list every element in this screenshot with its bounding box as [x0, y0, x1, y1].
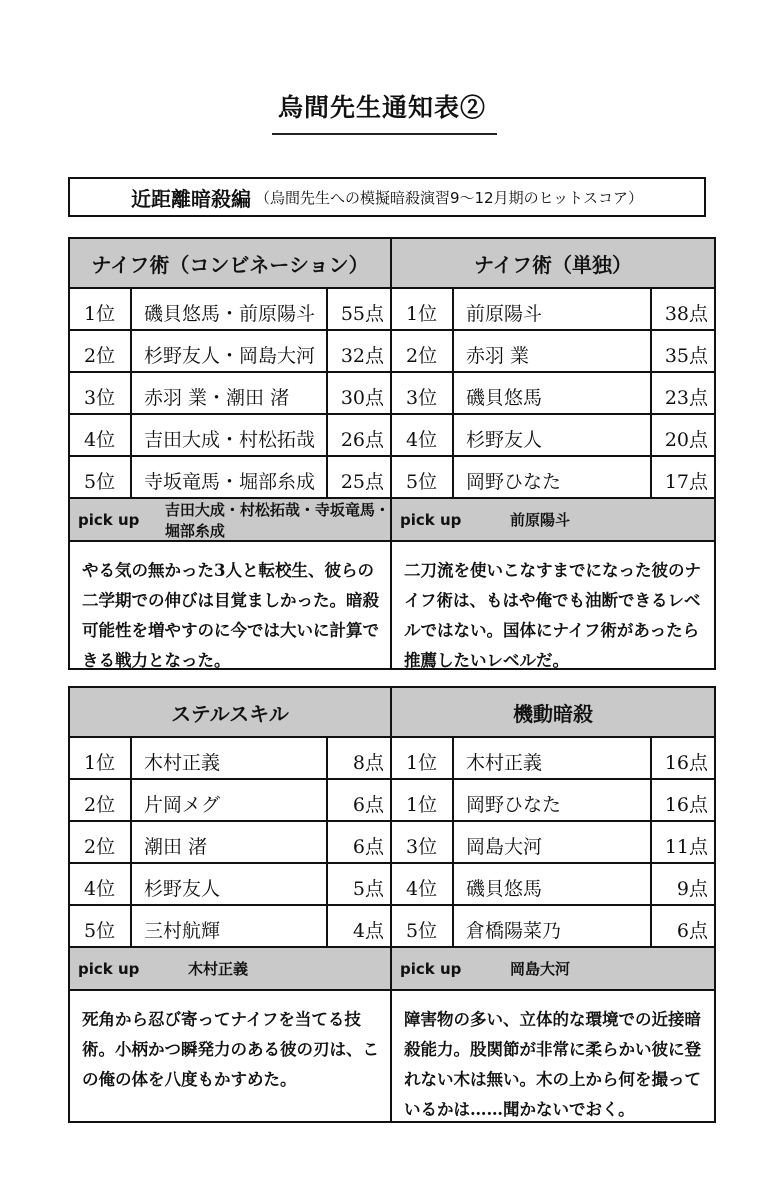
score-cell: 11点 [664, 835, 708, 858]
pickup-name: 吉田大成・村松拓哉・寺坂竜馬・堀部糸成 [164, 500, 390, 540]
name-cell: 杉野友人 [454, 415, 652, 455]
pickup-header [392, 948, 714, 991]
ranking-row [392, 822, 714, 864]
ranking-row [70, 906, 390, 948]
pickup-label: pick up [400, 510, 462, 529]
pickup-label: pick up [78, 510, 140, 529]
name-cell: 磯貝悠馬・前原陽斗 [132, 289, 328, 329]
rank-cell: 5位 [392, 457, 454, 497]
ranking-column [392, 688, 714, 1121]
ranking-row [70, 864, 390, 906]
score-cell: 26点 [340, 428, 384, 451]
pickup-comment: 二刀流を使いこなすまでになった彼のナイフ術は、もはや俺でも油断できるレベルではない。国体にナイフ術があったら推薦したいレベルだ。 [404, 561, 701, 670]
score-cell: 23点 [664, 386, 708, 409]
rank-cell: 5位 [70, 906, 132, 946]
ranking-column [70, 239, 392, 668]
score-cell: 55点 [340, 302, 384, 325]
pickup-name: 岡島大河 [510, 960, 571, 978]
rank-cell: 1位 [70, 738, 132, 778]
ranking-row [392, 864, 714, 906]
category-heading: ナイフ術（単独） [392, 239, 714, 289]
ranking-row [392, 331, 714, 373]
pickup-comment: やる気の無かった3人と転校生、彼らの二学期での伸びは目覚ましかった。暗殺可能性を増やすのに今では大いに計算できる戦力となった。 [82, 561, 379, 670]
score-cell: 38点 [664, 302, 708, 325]
score-cell: 8点 [352, 751, 384, 774]
rank-cell: 1位 [392, 738, 454, 778]
section-description: （烏間先生への模擬暗殺演習9～12月期のヒットスコア） [254, 188, 644, 207]
rank-cell: 4位 [70, 415, 132, 455]
name-cell: 前原陽斗 [454, 289, 652, 329]
rank-cell: 2位 [70, 822, 132, 862]
section-title: 近距離暗殺編 [130, 186, 251, 211]
title-underline [272, 133, 497, 135]
rank-cell: 5位 [70, 457, 132, 497]
score-cell: 6点 [676, 919, 708, 942]
name-cell: 磯貝悠馬 [454, 373, 652, 413]
score-cell: 32点 [340, 344, 384, 367]
name-cell: 岡野ひなた [454, 457, 652, 497]
rank-cell: 3位 [392, 373, 454, 413]
ranking-row [70, 457, 390, 499]
score-cell: 4点 [352, 919, 384, 942]
name-cell: 寺坂竜馬・堀部糸成 [132, 457, 328, 497]
name-cell: 片岡メグ [132, 780, 328, 820]
name-cell: 木村正義 [132, 738, 328, 778]
ranking-row [70, 738, 390, 780]
rank-cell: 5位 [392, 906, 454, 946]
pickup-name: 前原陽斗 [510, 511, 571, 529]
ranking-row [392, 373, 714, 415]
score-cell: 17点 [664, 470, 708, 493]
name-cell: 潮田 渚 [132, 822, 328, 862]
rank-cell: 3位 [70, 373, 132, 413]
pickup-comment: 死角から忍び寄ってナイフを当てる技術。小柄かつ瞬発力のある彼の刃は、この俺の体を八度もかすめた。 [82, 1010, 379, 1089]
ranking-table-1 [68, 237, 716, 670]
rank-cell: 4位 [392, 864, 454, 904]
pickup-label: pick up [78, 959, 140, 978]
ranking-column [392, 239, 714, 668]
pickup-comment: 障害物の多い、立体的な環境での近接暗殺能力。股関節が非常に柔らかい彼に登れない木は無い。木の上から何を撮っているかは……聞かないでおく。 [404, 1010, 701, 1119]
ranking-row [392, 906, 714, 948]
score-cell: 25点 [340, 470, 384, 493]
page-title: 烏間先生通知表② [277, 93, 486, 122]
rank-cell: 1位 [392, 780, 454, 820]
ranking-row [392, 738, 714, 780]
pickup-header [70, 948, 390, 991]
score-cell: 20点 [664, 428, 708, 451]
score-cell: 6点 [352, 793, 384, 816]
rank-cell: 2位 [392, 331, 454, 371]
rank-cell: 3位 [392, 822, 454, 862]
score-cell: 16点 [664, 793, 708, 816]
pickup-header [70, 499, 390, 542]
ranking-row [70, 289, 390, 331]
rank-cell: 1位 [70, 289, 132, 329]
score-cell: 5点 [352, 877, 384, 900]
name-cell: 岡島大河 [454, 822, 652, 862]
rank-cell: 1位 [392, 289, 454, 329]
pickup-label: pick up [400, 959, 462, 978]
name-cell: 木村正義 [454, 738, 652, 778]
category-heading: ナイフ術（コンビネーション） [70, 239, 390, 289]
pickup-header [392, 499, 714, 542]
ranking-row [392, 457, 714, 499]
name-cell: 磯貝悠馬 [454, 864, 652, 904]
ranking-row [392, 289, 714, 331]
ranking-row [70, 331, 390, 373]
rank-cell: 2位 [70, 331, 132, 371]
name-cell: 三村航輝 [132, 906, 328, 946]
ranking-row [392, 780, 714, 822]
name-cell: 杉野友人・岡島大河 [132, 331, 328, 371]
score-cell: 30点 [340, 386, 384, 409]
ranking-row [70, 415, 390, 457]
section-subtitle-box [68, 177, 706, 217]
rank-cell: 4位 [70, 864, 132, 904]
ranking-row [70, 373, 390, 415]
name-cell: 杉野友人 [132, 864, 328, 904]
name-cell: 岡野ひなた [454, 780, 652, 820]
ranking-row [70, 822, 390, 864]
ranking-column [70, 688, 392, 1121]
score-cell: 35点 [664, 344, 708, 367]
name-cell: 赤羽 業 [454, 331, 652, 371]
pickup-name: 木村正義 [188, 960, 249, 978]
ranking-table-2 [68, 686, 716, 1123]
score-cell: 6点 [352, 835, 384, 858]
name-cell: 倉橋陽菜乃 [454, 906, 652, 946]
name-cell: 吉田大成・村松拓哉 [132, 415, 328, 455]
ranking-row [70, 780, 390, 822]
category-heading: 機動暗殺 [392, 688, 714, 738]
score-cell: 16点 [664, 751, 708, 774]
score-cell: 9点 [676, 877, 708, 900]
name-cell: 赤羽 業・潮田 渚 [132, 373, 328, 413]
ranking-row [392, 415, 714, 457]
rank-cell: 2位 [70, 780, 132, 820]
category-heading: ステルスキル [70, 688, 390, 738]
rank-cell: 4位 [392, 415, 454, 455]
